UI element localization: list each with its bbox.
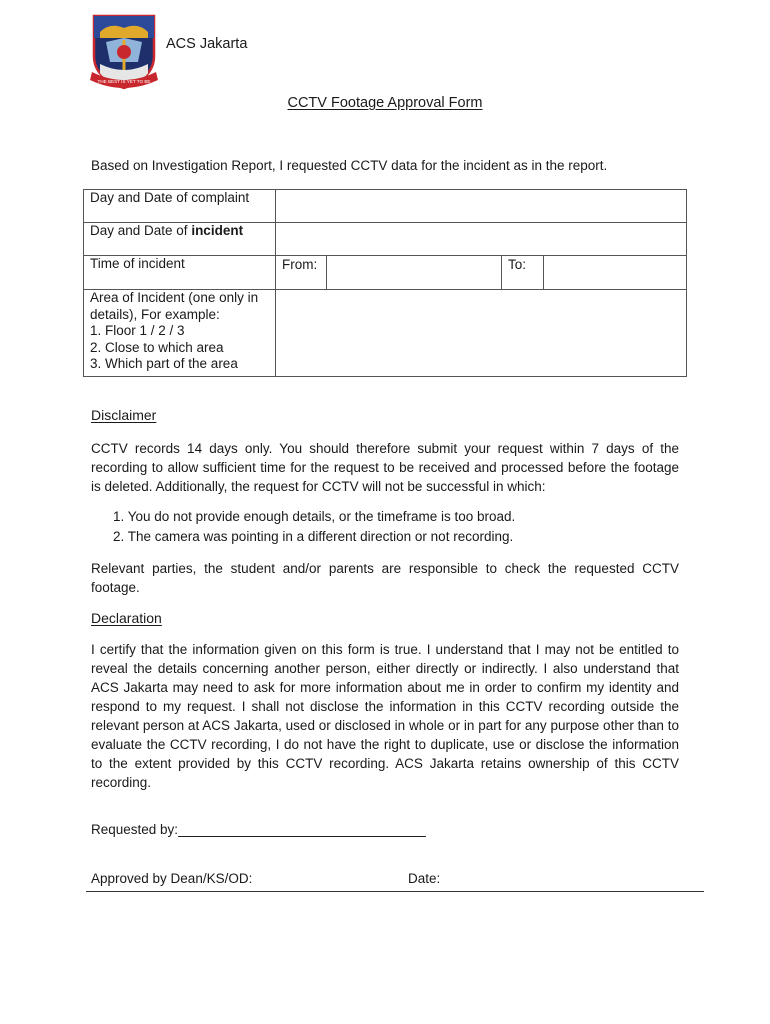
- incident-date-label: Day and Date of incident: [84, 223, 276, 256]
- from-label: From:: [276, 256, 327, 289]
- to-time-field[interactable]: [544, 256, 686, 289]
- complaint-date-label: Day and Date of complaint: [84, 190, 276, 223]
- page-title: CCTV Footage Approval Form: [287, 95, 483, 111]
- declaration-heading: Declaration: [91, 610, 162, 626]
- area-example: 1. Floor 1 / 2 / 3: [90, 323, 185, 338]
- incident-area-label: Area of Incident (one only in details), For example: 1. Floor 1 / 2 / 3 2. Close to which area 3. Which part of the area: [84, 290, 276, 377]
- requested-by-signature-line[interactable]: [178, 822, 426, 837]
- disclaimer-paragraph: CCTV records 14 days only. You should therefore submit your request within 7 days of the recording to allow sufficient time for the request to be received and processed before the footage is deleted. Additionally, the request for CCTV will not be successful in which:: [91, 441, 679, 494]
- approved-by-label: Approved by Dean/KS/OD:: [91, 871, 253, 886]
- requested-by-row: [91, 822, 426, 837]
- date-label: Date:: [408, 871, 441, 886]
- disclaimer-list: [113, 507, 515, 547]
- area-example: 2. Close to which area: [90, 339, 224, 355]
- declaration-paragraph: I certify that the information given on this form is true. I understand that I may not be entitled to reveal the details concerning another person, either directly or indirectly. I also understand that ACS Jakarta may need to ask for more information about me in order to confirm my identity and respond to my request. I shall not disclose the information in this CCTV recording outside the relevant person at ACS Jakarta, used or disclosed in whole or in part for any purpose other than to evaluate the CCTV recording, I do not have the right to duplicate, use or disclose the information to the extent provided by this CCTV recording. ACS Jakarta retains ownership of this CCTV recording.: [91, 642, 679, 790]
- responsibility-paragraph: Relevant parties, the student and/or parents are responsible to check the requested CCTV footage.: [91, 561, 679, 595]
- request-form-table: [83, 189, 687, 377]
- organization-name: ACS Jakarta: [166, 36, 248, 52]
- list-item: 1. You do not provide enough details, or the timeframe is too broad.: [113, 509, 516, 524]
- disclaimer-heading: Disclaimer: [91, 407, 157, 423]
- incident-date-field[interactable]: [276, 223, 687, 256]
- incident-time-label: Time of incident: [84, 256, 276, 290]
- approval-signature-line[interactable]: [86, 891, 704, 892]
- list-item: 2. The camera was pointing in a different direction or not recording.: [113, 529, 514, 544]
- incident-time-cell: [276, 256, 687, 290]
- intro-text: Based on Investigation Report, I requested CCTV data for the incident as in the report.: [91, 158, 608, 173]
- incident-area-field[interactable]: [276, 290, 687, 377]
- to-label: To:: [502, 256, 544, 289]
- svg-text:THE BEST IS YET TO BE: THE BEST IS YET TO BE: [97, 79, 151, 84]
- from-time-field[interactable]: [327, 256, 502, 289]
- complaint-date-field[interactable]: [276, 190, 687, 223]
- requested-by-label: Requested by:: [91, 822, 179, 837]
- area-example: 3. Which part of the area: [90, 356, 238, 371]
- school-crest-logo: [86, 12, 162, 94]
